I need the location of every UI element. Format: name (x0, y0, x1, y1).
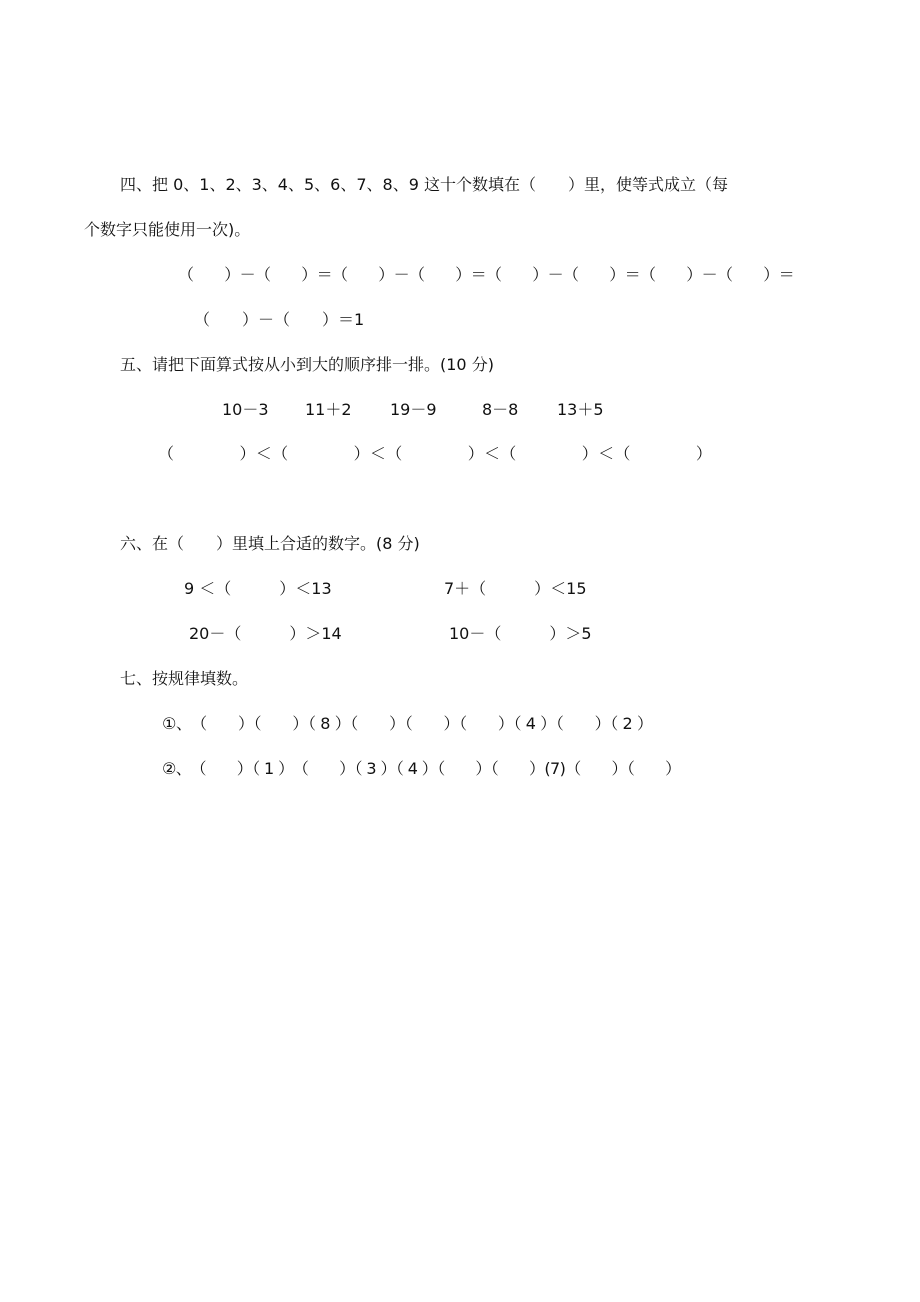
sequence-row: ②、 （ ）（ 1 ） （ ）（ 3 ）（ 4 ）（ ）（ ）(7)（ ）（ ） (162, 759, 681, 778)
section5-order-line: （ ）＜（ ）＜（ ）＜（ ）＜（ ） (158, 444, 713, 463)
section6-item: 9 ＜（ ）＜13 (184, 579, 332, 598)
expression-item: 19－9 (390, 400, 437, 419)
section6-item: 20－（ ）＞14 (189, 624, 342, 643)
section4-equation-line1: （ ）－（ ）＝（ ）－（ ）＝（ ）－（ ）＝（ ）－（ ）＝ (178, 265, 795, 284)
section4-heading-line2: 个数字只能使用一次)。 (84, 220, 251, 239)
expression-item: 8－8 (482, 400, 519, 419)
section5-heading: 五、请把下面算式按从小到大的顺序排一排。(10 分) (120, 355, 494, 374)
section6-item: 7＋（ ）＜15 (444, 579, 587, 598)
section4-equation-line2: （ ）－（ ）＝1 (194, 310, 365, 329)
section6-heading: 六、在（ ）里填上合适的数字。(8 分) (120, 534, 420, 553)
sequence-row: ①、 （ ）（ ）（ 8 ）（ ）（ ）（ ）（ 4 ）（ ）（ 2 ） (162, 714, 653, 733)
section6-item: 10－（ ）＞5 (449, 624, 592, 643)
expression-item: 10－3 (222, 400, 269, 419)
expression-item: 11＋2 (305, 400, 352, 419)
expression-item: 13＋5 (557, 400, 604, 419)
section4-heading-line1: 四、把 0、1、2、3、4、5、6、7、8、9 这十个数填在（ ）里，使等式成立（每 (120, 175, 728, 194)
section7-heading: 七、按规律填数。 (120, 669, 249, 688)
